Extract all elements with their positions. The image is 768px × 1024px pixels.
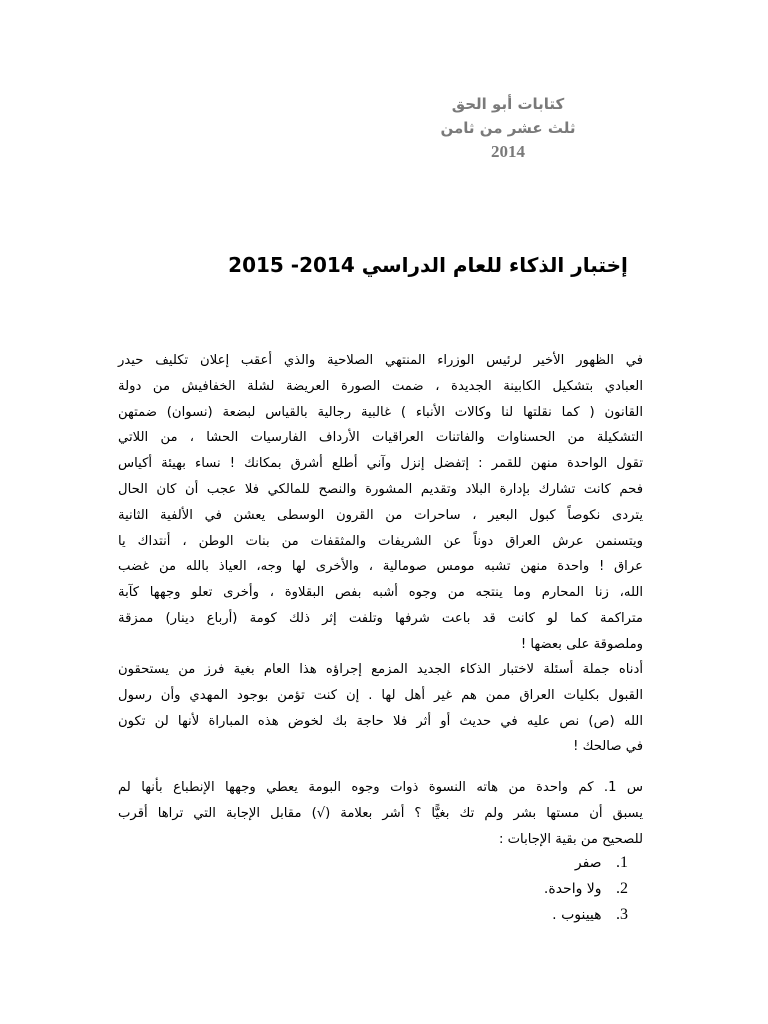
text-line: تقول الواحدة منهن للقمر : إتفضل إنزل وآني أطلع أشرق بمكانك ! نساء بهيئة أكياس (118, 456, 643, 472)
text-line: عراق ! واحدة منهن تشبه مومس صومالية ، والأخرى لها وجه، العياذ بالله من غضب (118, 559, 643, 575)
text-line: متراكمة كما لو كانت قد باعت شرفها وتلفت إثر ذلك كومة (أرباع دينار) ممزقة (118, 610, 643, 626)
text-line: أدناه جملة أسئلة لاختبار الذكاء الجديد المزمع إجراؤه هذا العام بغية فرز من يستحقون (118, 662, 643, 677)
answer-number: 2. (616, 880, 628, 897)
answer-text: هيينوب . (552, 907, 602, 923)
answer-list (428, 850, 628, 928)
date-line: ثلث عشر من ثامن (440, 119, 576, 137)
text-line: القانون ( كما نقلتها لنا وكالات الأنباء ) غالبية رجالية بالقياس لبضعة (نسوان) ضمتهن (118, 404, 643, 420)
answer-text: ولا واحدة. (543, 881, 602, 897)
answer-option (428, 902, 628, 928)
document-title: إختبار الذكاء للعام الدراسي 2014- 2015 (228, 253, 628, 277)
answer-text: صفر (574, 855, 602, 871)
text-line: التشكيلة من الحسناوات والفاتنات العراقيات الأرداف الفارسيات الحشا ، من اللاتي (118, 430, 643, 446)
answer-number: 3. (616, 906, 628, 923)
text-line: للصحيح من بقية الإجابات : (499, 831, 643, 847)
text-line: في الظهور الأخير لرئيس الوزراء المنتهي الصلاحية والذي أعقب إعلان تكليف حيدر (118, 353, 643, 368)
text-line: يسبق أن مستها بشر ولم تك بغيًّا ؟ أشر بعلامة (√) مقابل الإجابة التي تراها أقرب (118, 805, 643, 821)
text-line: س 1. كم واحدة من هاته النسوة ذوات وجوه البومة يعطي وجهها الإنطباع بأنها لم (118, 780, 643, 795)
question-1 (118, 775, 643, 852)
year-line: 2014 (491, 142, 525, 161)
text-line: في صالحك ! (573, 739, 643, 755)
author-header (408, 92, 608, 164)
paragraph-instructions (118, 657, 643, 760)
text-line: الله (ص) نص عليه في حديث أو أثر فلا حاجة بك لخوض هذه المباراة لأنها لن تكون (118, 713, 643, 729)
answer-option (428, 876, 628, 902)
paragraph-intro (118, 348, 643, 658)
text-line: يتردى نكوصاً كبول البعير ، ساحرات من القرون الوسطى يعشن في الألفية الثانية (118, 507, 643, 523)
text-line: فحم كانت تشارك بإدارة البلاد وتقديم المشورة والنصح للمالكي فلا عجب أن كان الحال (118, 481, 643, 497)
text-line: القبول بكليات العراق ممن هم غير أهل لها . إن كنت تؤمن بوجود المهدي وأن رسول (118, 687, 643, 703)
text-line: وملصوقة على بعضها ! (520, 636, 643, 652)
text-line: ويتسنمن عرش العراق دوناً عن الشريفات والمثقفات من بنات الوطن ، أنتداك يا (118, 533, 643, 549)
author-line: كتابات أبو الحق (451, 95, 565, 113)
answer-number: 1. (616, 854, 628, 871)
text-line: الله، زنا المحارم وما ينتجه من وجوه أشبه بفص البقلاوة ، وأخرى تعلو وجهها كآبة (118, 585, 643, 601)
text-line: العبادي بتشكيل الكابينة الجديدة ، ضمت الصورة العريضة لشلة الخفافيش من دولة (118, 378, 643, 394)
answer-option (428, 850, 628, 876)
